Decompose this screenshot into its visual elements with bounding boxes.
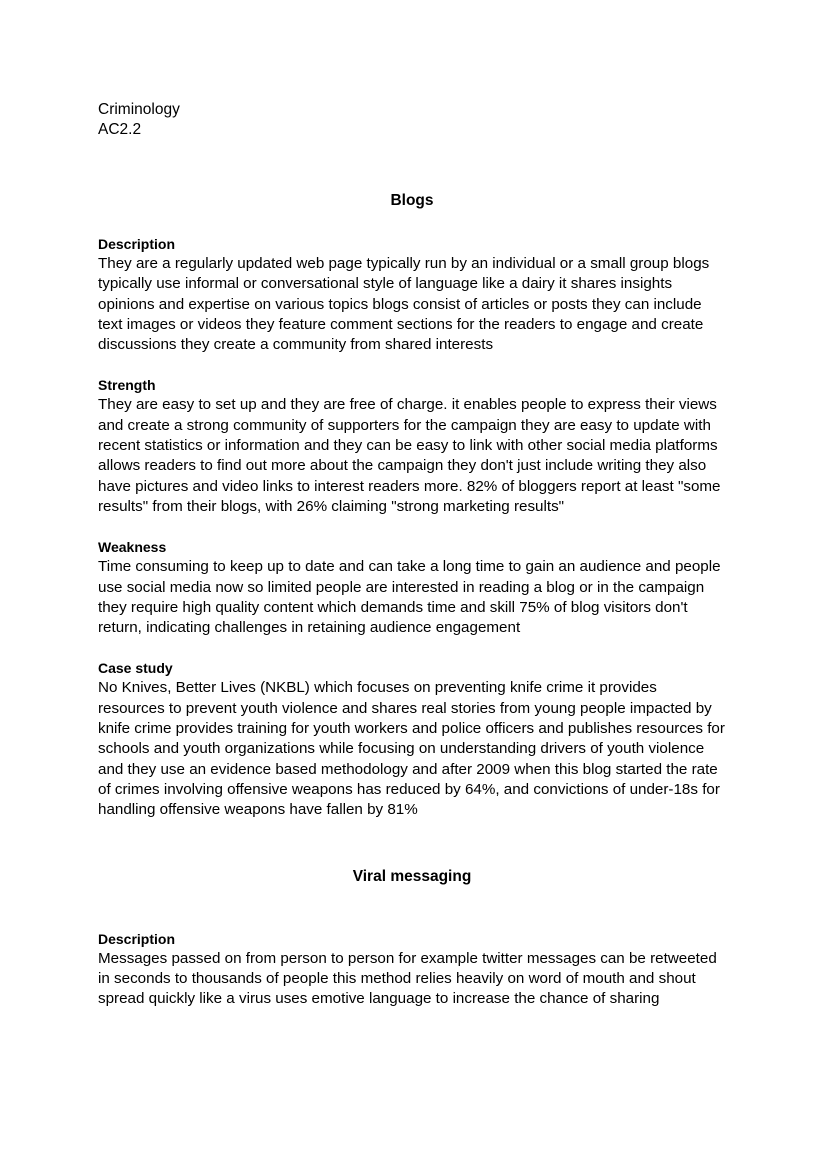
section-title-blogs: Blogs [390, 192, 434, 209]
spacer [98, 211, 726, 235]
spacer [98, 355, 726, 376]
document-content [98, 100, 726, 1009]
section-block-case-study [98, 659, 726, 820]
spacer [98, 887, 726, 930]
spacer [98, 638, 726, 659]
body-text-case-study: No Knives, Better Lives (NKBL) which focuses on preventing knife crime it provides resources to prevent youth violence and shares real stories from young people impacted by knife crime provides training for youth workers and police officers and publishes resources for schools and youth organizations while focusing on understanding drivers of youth violence and they use an evidence based methodology and after 2009 when this blog started the rate of crimes involving offensive weapons has reduced by 64%, and convictions of under-18s for handling offensive weapons have fallen by 81% [98, 679, 725, 819]
section-title-viral-messaging: Viral messaging [352, 867, 472, 885]
body-text-strength: They are easy to set up and they are free of charge. it enables people to express their views and create a strong community of supporters for the campaign they are easy to update with recent statistics or information and they can be easy to link with other social media platforms allows readers to find out more about the campaign they don't just include writing they also have pictures and video links to interest readers more. 82% of bloggers report at least "some results" from their blogs, with 26% claiming "strong marketing results" [98, 396, 721, 515]
spacer [98, 821, 726, 867]
sub-heading-viral-description: Description [98, 930, 176, 947]
sub-heading-strength: Strength [98, 377, 156, 394]
sub-heading-weakness: Weakness [98, 539, 167, 556]
spacer [98, 140, 726, 191]
section-block-strength [98, 376, 726, 517]
document-header [98, 100, 726, 140]
body-text-weakness: Time consuming to keep up to date and can take a long time to gain an audience and people use social media now so limited people are interested in reading a blog or in the campaign they require high quality content which demands time and skill 75% of blog visitors don't return, indicating challenges in retaining audience engagement [98, 558, 721, 637]
section-block-viral-description [98, 930, 726, 1010]
spacer [98, 517, 726, 538]
sub-heading-case-study: Case study [98, 660, 173, 677]
course-title: Criminology [98, 101, 180, 118]
body-text-description: They are a regularly updated web page typically run by an individual or a small group blogs typically use informal or conversational style of language like a dairy it shares insights opinions and expertise on various topics blogs consist of articles or posts they can include text images or videos they feature comment sections for the readers to engage and create discussions they create a community from shared interests [98, 255, 710, 354]
body-text-viral-description: Messages passed on from person to person for example twitter messages can be retweeted in seconds to thousands of people this method relies heavily on word of mouth and shout spread quickly like a virus uses emotive language to increase the chance of sharing [98, 949, 717, 1008]
section-block-weakness [98, 538, 726, 638]
assessment-criteria-code: AC2.2 [98, 121, 142, 138]
section-block-description [98, 235, 726, 355]
sub-heading-description: Description [98, 236, 176, 252]
